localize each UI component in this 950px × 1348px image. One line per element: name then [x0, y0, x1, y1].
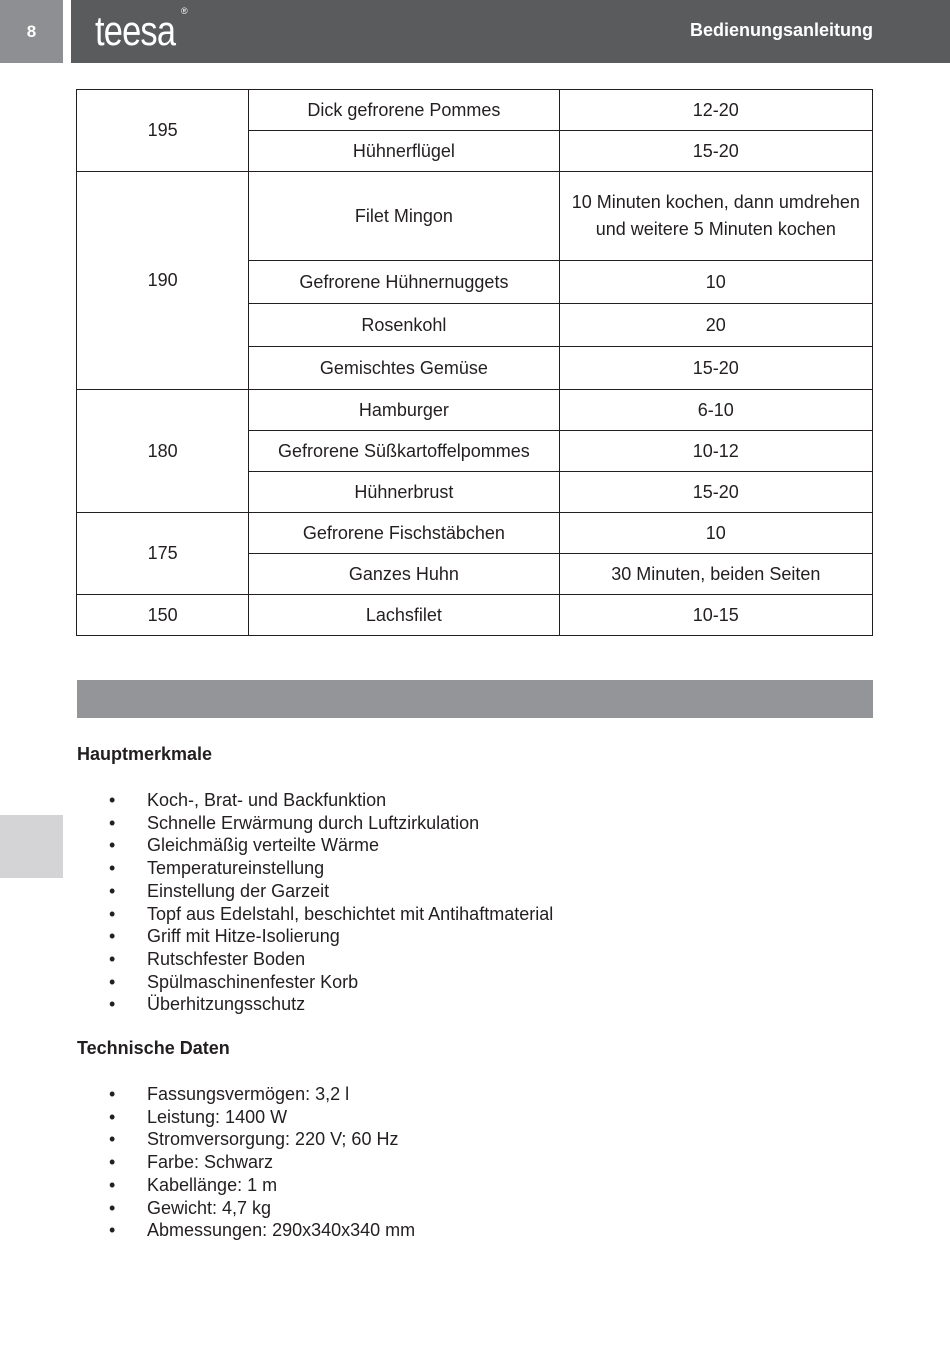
list-item	[77, 925, 553, 948]
side-tab	[0, 815, 63, 878]
food-cell: Gefrorene Fischstäbchen	[249, 513, 559, 554]
registered-mark: ®	[181, 6, 188, 16]
table-row	[77, 172, 873, 261]
list-item-text: Stromversorgung: 220 V; 60 Hz	[147, 1129, 399, 1150]
time-cell: 15-20	[559, 472, 872, 513]
bullet-icon: •	[109, 835, 116, 856]
list-item	[77, 812, 553, 835]
temp-cell: 150	[77, 595, 249, 636]
header-title: Bedienungsanleitung	[689, 20, 873, 40]
list-item	[77, 1219, 415, 1242]
time-cell: 10	[559, 261, 872, 304]
teesa-logo: teesa	[95, 7, 176, 54]
list-item-text: Rutschfester Boden	[147, 948, 306, 969]
features-list	[77, 789, 553, 1016]
food-cell: Hühnerbrust	[249, 472, 559, 513]
list-item-text: Fassungsvermögen: 3,2 l	[147, 1084, 350, 1104]
page-number: 8	[0, 0, 63, 63]
list-item	[77, 857, 553, 880]
time-cell: 20	[559, 304, 872, 347]
time-cell: 10-12	[559, 431, 872, 472]
list-item-text: Koch-, Brat- und Backfunktion	[147, 790, 387, 810]
table-row	[77, 513, 873, 554]
list-item-text: Schnelle Erwärmung durch Luftzirkulation	[147, 812, 480, 833]
bullet-icon: •	[109, 971, 116, 992]
bullet-icon: •	[109, 1174, 116, 1195]
food-cell: Gemischtes Gemüse	[249, 347, 559, 390]
food-cell: Rosenkohl	[249, 304, 559, 347]
header-bar	[71, 0, 950, 63]
specs-list	[77, 1083, 415, 1242]
temp-cell: 175	[77, 513, 249, 595]
list-item	[77, 993, 553, 1016]
bullet-icon: •	[109, 994, 116, 1015]
food-cell: Hühnerflügel	[249, 131, 559, 172]
time-cell: 10-15	[559, 595, 872, 636]
food-cell: Ganzes Huhn	[249, 554, 559, 595]
list-item	[77, 903, 553, 926]
bullet-icon: •	[109, 812, 116, 833]
list-item	[77, 834, 553, 857]
time-cell: 6-10	[559, 390, 872, 431]
list-item	[77, 789, 553, 812]
section-divider-bar	[77, 680, 873, 718]
list-item	[77, 1197, 415, 1220]
time-cell: 12-20	[559, 90, 872, 131]
list-item-text: Leistung: 1400 W	[147, 1106, 288, 1127]
table-row	[77, 595, 873, 636]
bullet-icon: •	[109, 790, 116, 810]
time-cell: 15-20	[559, 347, 872, 390]
food-cell: Dick gefrorene Pommes	[249, 90, 559, 131]
list-item	[77, 1174, 415, 1197]
temp-cell: 180	[77, 390, 249, 513]
time-cell: 10 Minuten kochen, dann umdrehen und weitere 5 Minuten kochen	[559, 172, 872, 261]
bullet-icon: •	[109, 926, 116, 947]
list-item-text: Kabellänge: 1 m	[147, 1174, 278, 1195]
list-item	[77, 1128, 415, 1151]
specs-title: Technische Daten	[77, 1038, 230, 1058]
list-item-text: Einstellung der Garzeit	[147, 880, 330, 901]
list-item	[77, 971, 553, 994]
bullet-icon: •	[109, 948, 116, 969]
bullet-icon: •	[109, 1084, 116, 1104]
cooking-table	[76, 89, 873, 636]
list-item-text: Griff mit Hitze-Isolierung	[147, 926, 340, 947]
list-item	[77, 880, 553, 903]
bullet-icon: •	[109, 1106, 116, 1127]
list-item	[77, 1083, 415, 1106]
table-row	[77, 90, 873, 131]
list-item-text: Abmessungen: 290x340x340 mm	[147, 1220, 416, 1241]
time-cell: 15-20	[559, 131, 872, 172]
bullet-icon: •	[109, 858, 116, 879]
list-item-text: Temperatureinstellung	[147, 858, 325, 879]
list-item-text: Topf aus Edelstahl, beschichtet mit Antihaftmaterial	[147, 903, 554, 924]
list-item-text: Farbe: Schwarz	[147, 1152, 274, 1173]
list-item-text: Gewicht: 4,7 kg	[147, 1197, 272, 1218]
list-item-text: Überhitzungsschutz	[147, 994, 306, 1015]
features-title: Hauptmerkmale	[77, 744, 213, 764]
bullet-icon: •	[109, 1129, 116, 1150]
bullet-icon: •	[109, 1197, 116, 1218]
list-item	[77, 1106, 415, 1129]
bullet-icon: •	[109, 880, 116, 901]
food-cell: Lachsfilet	[249, 595, 559, 636]
bullet-icon: •	[109, 1152, 116, 1173]
temp-cell: 195	[77, 90, 249, 172]
bullet-icon: •	[109, 903, 116, 924]
temp-cell: 190	[77, 172, 249, 390]
time-cell: 30 Minuten, beiden Seiten	[559, 554, 872, 595]
food-cell: Gefrorene Hühnernuggets	[249, 261, 559, 304]
food-cell: Gefrorene Süßkartoffelpommes	[249, 431, 559, 472]
bullet-icon: •	[109, 1220, 116, 1241]
time-cell: 10	[559, 513, 872, 554]
list-item	[77, 948, 553, 971]
food-cell: Hamburger	[249, 390, 559, 431]
table-row	[77, 390, 873, 431]
list-item-text: Gleichmäßig verteilte Wärme	[147, 835, 380, 856]
list-item-text: Spülmaschinenfester Korb	[147, 971, 359, 992]
list-item	[77, 1151, 415, 1174]
food-cell: Filet Mingon	[249, 172, 559, 261]
